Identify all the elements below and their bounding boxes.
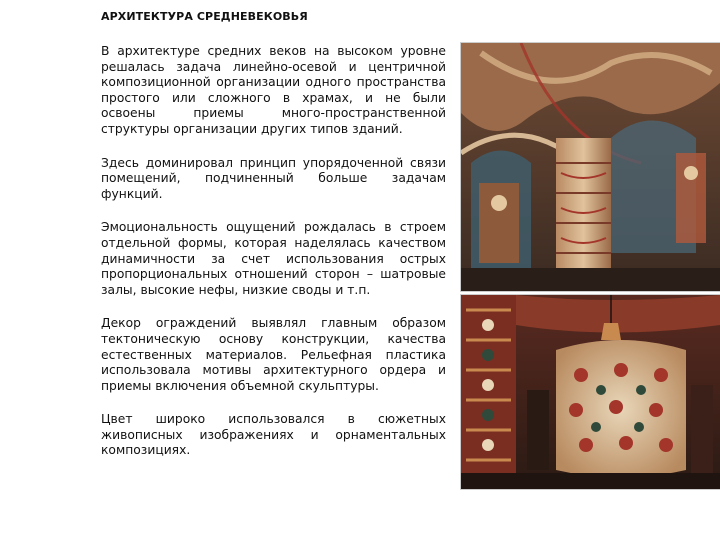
paragraph-5: Цвет широко использовался в сюжетных живописных изображениях и орнаментальных композициях. — [101, 412, 446, 458]
slide-title: АРХИТЕКТУРА СРЕДНЕВЕКОВЬЯ — [101, 10, 308, 23]
chamber-interior-illustration — [461, 295, 720, 489]
paragraph-3: Эмоциональность ощущений рождалась в строем отдельной формы, которая наделялась качеством динамичности за счет использования острых пропорциональных отношений сторон – шатровые залы, высокие нефы, низкие своды и т.п. — [101, 220, 446, 297]
chamber-interior-photo — [460, 294, 720, 490]
paragraph-2: Здесь доминировал принцип упорядоченной связи помещений, подчиненный больше задачам функций. — [101, 155, 446, 201]
church-interior-photo — [460, 42, 720, 292]
church-interior-illustration — [461, 43, 720, 291]
body-text — [101, 44, 446, 477]
paragraph-4: Декор ограждений выявлял главным образом тектоническую основу конструкции, качества естественных материалов. Рельефная пластика использовала мотивы архитектурного ордера и приемы включения объемной скульптуры. — [101, 316, 446, 393]
paragraph-1: В архитектуре средних веков на высоком уровне решалась задача линейно-осевой и центричной композиционной организации одного пространства простого или сложного в храмах, и не были освоены приемы много-пространственной структуры организации других типов зданий. — [101, 44, 446, 136]
